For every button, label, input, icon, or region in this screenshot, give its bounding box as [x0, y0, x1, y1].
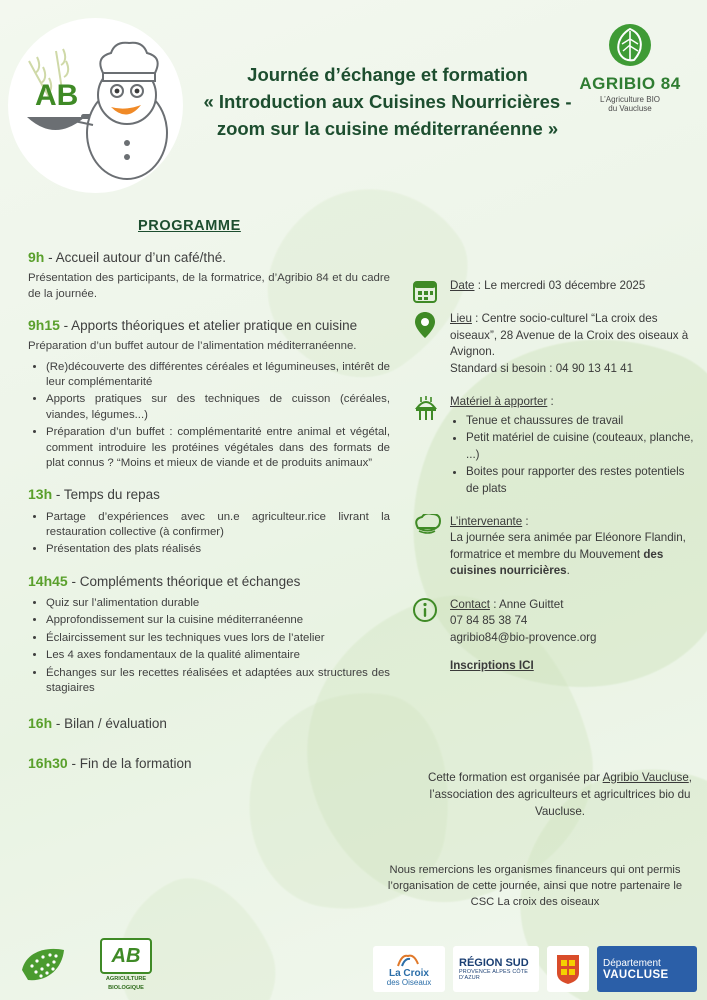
inscription-link[interactable]: Inscriptions ICI	[450, 659, 534, 673]
slot-title: - Fin de la formation	[67, 755, 192, 771]
ab-caption-line1: AGRICULTURE	[105, 976, 147, 983]
poster-footer	[0, 930, 707, 1000]
eu-organic-leaf-logo	[16, 940, 88, 988]
agribio-sub2: du Vaucluse	[608, 104, 652, 113]
lieu-label: Lieu	[450, 312, 472, 326]
agribio-logo	[575, 22, 685, 113]
agribio-name: AGRIBIO 84	[579, 74, 681, 93]
map-pin-icon	[412, 311, 442, 341]
intervenante-text-after: .	[566, 564, 570, 578]
slot-title: - Apports théoriques et atelier pratique en cuisine	[59, 318, 358, 333]
croix-des-oiseaux-logo	[373, 946, 445, 992]
slot-time: 16h30	[28, 754, 68, 771]
programme-slot	[28, 572, 390, 697]
slot-title: - Temps du repas	[52, 487, 160, 503]
contact-phone: 07 84 85 38 74	[450, 614, 528, 628]
materiel-value: :	[547, 395, 554, 409]
programme-slot	[28, 485, 390, 557]
list-item: • Petit matériel de cuisine (couteaux, planche, ...)	[466, 430, 700, 463]
slot-bullets	[28, 360, 390, 472]
contact-label: Contact	[450, 597, 490, 611]
list-item: • Boites pour rapporter des restes potentiels de plats	[466, 464, 700, 497]
programme-slot	[28, 714, 390, 733]
info-row-date	[412, 278, 700, 294]
dept-line2: VAUCLUSE	[603, 968, 669, 981]
list-item: • Présentation des plats réalisés	[46, 542, 390, 557]
departement-vaucluse-logo	[597, 946, 697, 992]
intervenante-text-before: La journée sera animée par Eléonore Flandin, formatrice et membre du Mouvement	[450, 531, 686, 561]
region-sud-logo	[453, 946, 539, 992]
title-line-2: « Introduction aux Cuisines Nourricières - zoom sur la cuisine méditerranéenne »	[203, 90, 572, 139]
svg-text:AB: AB	[34, 78, 78, 112]
slot-bullets	[28, 596, 390, 696]
intervenante-text-bold: des cuisines nourricières	[450, 547, 664, 578]
programme-heading: PROGRAMME	[138, 218, 241, 234]
slot-title: - Bilan / évaluation	[52, 716, 167, 732]
ab-caption-line2: BIOLOGIQUE	[108, 985, 144, 992]
croix-line2: des Oiseaux	[386, 978, 432, 988]
organizer-link[interactable]: Agribio Vaucluse	[602, 771, 689, 784]
ab-chef-bird-logo	[8, 18, 183, 193]
page-title	[195, 62, 580, 142]
info-row-lieu	[412, 311, 700, 377]
slot-time: 14h45	[28, 572, 68, 589]
list-item: • Les 4 axes fondamentaux de la qualité alimentaire	[46, 648, 390, 663]
slot-time: 9h15	[28, 317, 60, 333]
region-line2: PROVENCE ALPES CÔTE D’AZUR	[459, 968, 529, 981]
slot-description: Présentation des participants, de la formatrice, d’Agribio 84 et du cadre de la journée.	[28, 272, 390, 300]
list-item: • Approfondissement sur la cuisine méditerranéenne	[46, 613, 390, 628]
programme-slot	[28, 248, 390, 302]
info-row-contact	[412, 597, 700, 675]
info-row-materiel	[412, 394, 700, 497]
slot-title: - Compléments théorique et échanges	[67, 573, 301, 589]
lieu-value: : Centre socio-culturel “La croix des oiseaux”, 28 Avenue de la Croix des oiseaux à Avignon.	[450, 312, 689, 359]
thanks-text: Nous remercions les organismes financeurs qui ont permis l’organisation de cette journée, ainsi que notre partenaire le CSC La croix des oiseaux	[387, 864, 683, 909]
slot-time: 9h	[28, 249, 45, 265]
list-item: • Tenue et chaussures de travail	[466, 413, 700, 429]
leaf-icon	[601, 22, 659, 72]
slot-time: 16h	[28, 715, 53, 732]
slot-bullets	[28, 510, 390, 558]
list-item: • Préparation d’un buffet : complémentarité entre animal et végétal, comment introduire les protéines végétales dans des formats de plat connus ? “Moins et mieux de viande et de produits animaux”	[46, 425, 390, 471]
date-value: : Le mercredi 03 décembre 2025	[474, 279, 646, 292]
slot-description: Préparation d’un buffet autour de l’alimentation méditerranéenne.	[28, 340, 357, 353]
poster-header	[0, 0, 707, 210]
organizer-suffix: , l’association des agriculteurs et agricultrices bio du Vaucluse.	[429, 771, 693, 818]
list-item: • Apports pratiques sur des techniques de cuisson (céréales, viandes, légumes...)	[46, 392, 390, 423]
contact-value: : Anne Guittet	[489, 597, 564, 611]
dept-line1: Département	[603, 957, 661, 969]
region-line1: RÉGION SUD	[459, 956, 529, 969]
slot-title: - Accueil autour d’un café/thé.	[44, 250, 226, 265]
date-label: Date	[450, 279, 475, 292]
croix-line1: La Croix	[388, 968, 429, 980]
list-item: • Échanges sur les recettes réalisées et adaptées aux structures des stagiaires	[46, 666, 390, 697]
agribio-sub1: L’Agriculture BIO	[599, 95, 661, 104]
lieu-standard: Standard si besoin : 04 90 13 41 41	[450, 361, 634, 375]
info-icon	[412, 597, 442, 627]
partner-logos	[373, 946, 697, 992]
organizer-prefix: Cette formation est organisée par	[427, 771, 603, 784]
title-line-1: Journée d’échange et formation	[247, 64, 528, 85]
ab-mark: AB	[100, 938, 152, 974]
hands-icon	[396, 950, 422, 968]
list-item: • Partage d’expériences avec un.e agriculteur.rice livrant la restauration collective (à confirmer)	[46, 510, 390, 541]
contact-email[interactable]: agribio84@bio-provence.org	[450, 630, 597, 644]
list-item: • Quiz sur l’alimentation durable	[46, 596, 390, 611]
ab-organic-logo	[96, 938, 156, 992]
utensils-icon	[412, 394, 442, 424]
materiel-list	[450, 413, 700, 497]
info-panel	[412, 278, 700, 692]
intervenante-value: :	[522, 514, 529, 528]
list-item: • (Re)découverte des différentes céréales et légumineuses, intérêt de leur complémentarité	[46, 360, 390, 391]
materiel-label: Matériel à apporter	[450, 395, 548, 409]
organizer-text	[425, 770, 695, 820]
programme-slot	[28, 754, 390, 773]
intervenante-label: L’intervenante	[450, 514, 523, 528]
programme-slot	[28, 316, 390, 471]
list-item: • Éclaircissement sur les techniques vues lors de l’atelier	[46, 631, 390, 646]
calendar-icon	[412, 278, 442, 308]
vaucluse-coat-of-arms	[547, 946, 589, 992]
slot-time: 13h	[28, 486, 53, 503]
programme-list	[28, 248, 390, 787]
chef-hat-icon	[412, 514, 442, 544]
info-row-intervenante	[412, 514, 700, 580]
